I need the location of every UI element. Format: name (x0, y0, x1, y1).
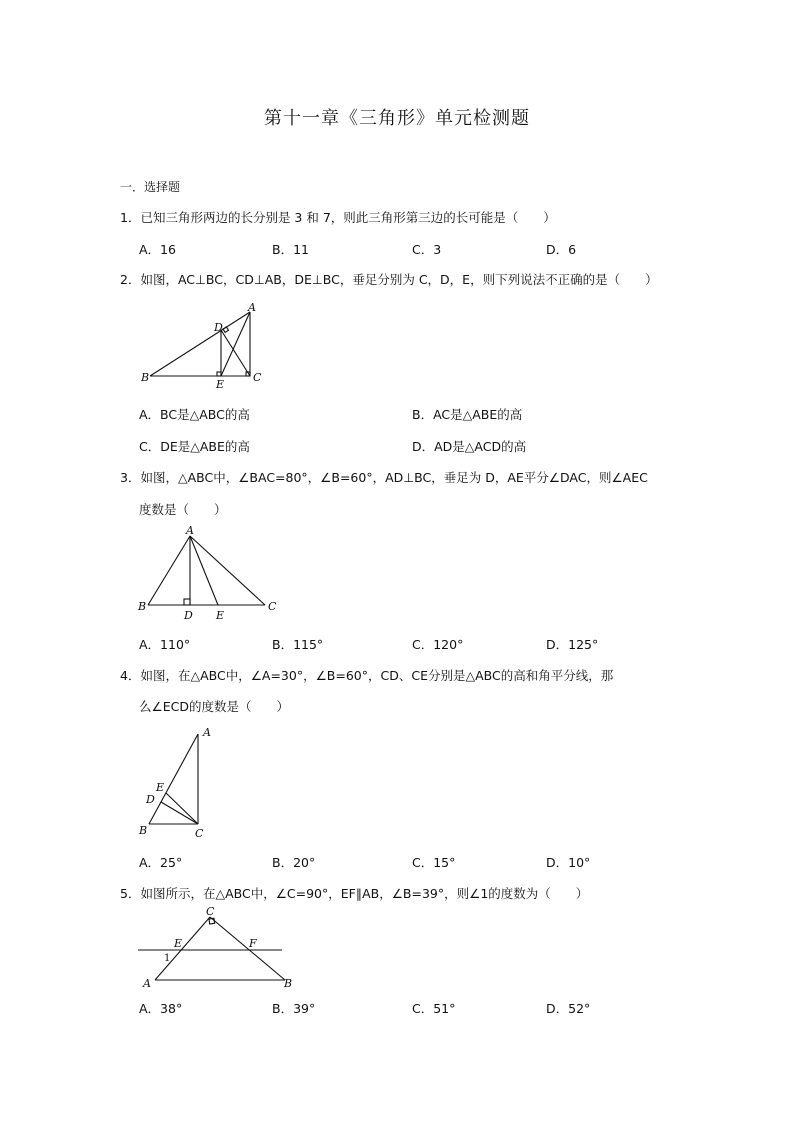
q3-figure (135, 525, 285, 625)
question-2-stem: 2．如图，AC⊥BC，CD⊥AB，DE⊥BC，垂足分别为 C，D，E，则下列说法不正确的是（ ） (120, 272, 658, 287)
q3-label-b: B (138, 600, 147, 613)
q2-option-b: B．AC是△ABE的高 (412, 407, 523, 422)
q1-option-a: A．16 (139, 242, 176, 257)
page-title: 第十一章《三角形》单元检测题 (264, 108, 530, 129)
q4-label-d: D (146, 793, 155, 806)
q3-segment-ae (190, 536, 218, 605)
q5-figure (135, 904, 295, 996)
q4-option-a: A．25° (139, 855, 183, 870)
q4-label-b: B (139, 824, 148, 837)
q5-label-a: A (143, 977, 151, 990)
q2-figure (140, 300, 270, 390)
question-5-stem: 5．如图所示，在△ABC中，∠C=90°，EF∥AB，∠B=39°，则∠1的度数为（ ） (120, 886, 589, 901)
q5-label-c: C (206, 905, 215, 918)
q4-label-e: E (156, 781, 165, 794)
q2-option-d: D．AD是△ACD的高 (412, 439, 527, 454)
q2-right-angle-e (217, 372, 221, 376)
q4-label-a: A (203, 726, 211, 739)
q1-option-b: B．11 (272, 242, 309, 257)
q5-label-e: E (174, 937, 183, 950)
q4-label-c: C (195, 827, 204, 840)
q3-label-e: E (216, 609, 225, 622)
q2-segment-cd (221, 330, 250, 376)
q4-figure (135, 722, 225, 842)
question-3-stem-line-2: 度数是（ ） (139, 502, 227, 517)
q4-option-d: D．10° (546, 855, 591, 870)
q2-option-a: A．BC是△ABC的高 (139, 407, 250, 422)
question-3-stem-line-1: 3．如图，△ABC中，∠BAC=80°，∠B=60°，AD⊥BC，垂足为 D，AE平分∠DAC，则∠AEC (120, 470, 648, 485)
q5-option-d: D．52° (546, 1001, 591, 1016)
q3-option-b: B．115° (272, 637, 324, 652)
q5-segment-cb (210, 917, 285, 980)
q3-segment-ac (190, 536, 265, 605)
q5-label-f: F (249, 937, 257, 950)
section-heading: 一．选择题 (120, 180, 181, 194)
q5-label-angle-1: 1 (164, 953, 171, 964)
q5-option-b: B．39° (272, 1001, 316, 1016)
q1-option-c: C．3 (412, 242, 442, 257)
q2-label-e: E (216, 378, 225, 391)
q2-label-d: D (214, 321, 223, 334)
q2-option-c: C．DE是△ABE的高 (139, 439, 250, 454)
q3-option-a: A．110° (139, 637, 191, 652)
q4-segment-cd (161, 802, 198, 824)
q4-option-b: B．20° (272, 855, 316, 870)
question-4-stem-line-1: 4．如图，在△ABC中，∠A=30°，∠B=60°，CD、CE分别是△ABC的高和角平分线，那 (120, 668, 614, 683)
q4-option-c: C．15° (412, 855, 456, 870)
q3-option-c: C．120° (412, 637, 464, 652)
q5-label-b: B (284, 977, 293, 990)
q2-label-a: A (248, 301, 256, 314)
q2-right-angle-d (223, 327, 229, 333)
q4-segment-ab (149, 734, 198, 824)
q2-label-b: B (141, 371, 150, 384)
q1-option-d: D．6 (546, 242, 577, 257)
q5-segment-ac (155, 917, 210, 980)
q3-label-a: A (186, 524, 194, 537)
q3-label-d: D (184, 609, 193, 622)
q5-option-a: A．38° (139, 1001, 183, 1016)
q3-option-d: D．125° (546, 637, 599, 652)
q3-label-c: C (268, 600, 277, 613)
q3-right-angle-d (184, 599, 190, 605)
q5-right-angle-c (209, 918, 215, 924)
q3-segment-ab (148, 536, 190, 605)
q4-segment-ce (166, 793, 198, 824)
question-4-stem-line-2: 么∠ECD的度数是（ ） (139, 699, 289, 714)
q5-option-c: C．51° (412, 1001, 456, 1016)
q2-label-c: C (253, 371, 262, 384)
question-1-stem: 1．已知三角形两边的长分别是 3 和 7，则此三角形第三边的长可能是（ ） (120, 210, 556, 225)
